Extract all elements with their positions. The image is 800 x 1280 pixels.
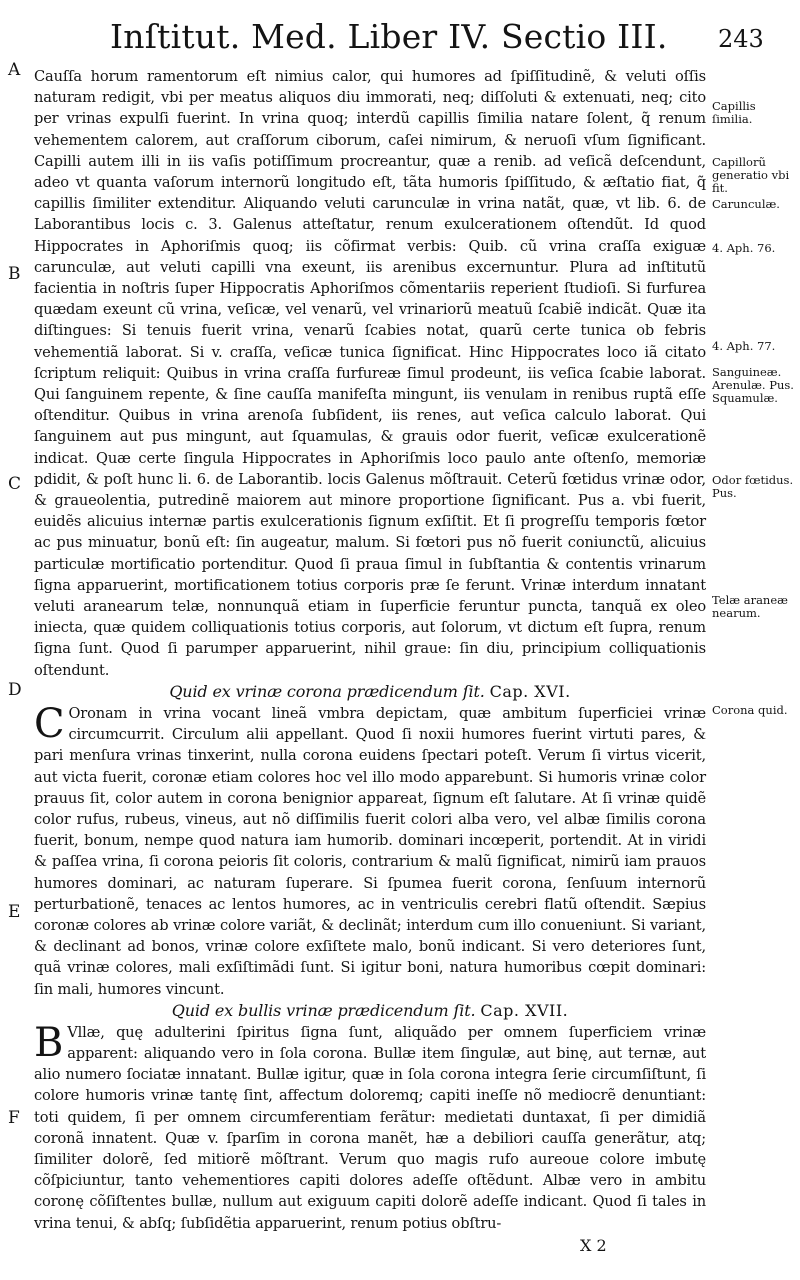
section-letter-e: E [8, 902, 21, 922]
signature-mark: X 2 [580, 1236, 607, 1255]
main-text [34, 66, 706, 1234]
chapter-title-16: Quid ex vrinæ corona prædicendum ſit. [169, 681, 485, 701]
paragraph: Cauſſa horum ramentorum eſt nimius calor, qui humores ad ſpiſſitudinẽ, & veluti oſſis naturam redigit, vbi per meatus aliquos diu immorati, neq; diſſoluti & extenuati, neq; cito per vrinas expulſi fuerint. In vrina quoq; interdũ capillis ſimilia natare ſolent, q̃ renum vehementem calorem, aut craſſorum ciborum, caſei nimirum, & neruoſi vſum ſignificant. Capilli autem illi in iis vaſis potiſſimum procreantur, quæ a renib. ad veſicã deſcendunt, adeo vt quanta vaſorum internorũ longitudo eſt, tãta humoris ſpiſſitudo, & æſtatio fiat, q̃ capillis ſimiliter extenditur. Aliquando veluti carunculæ in vrina natãt, quæ, vt lib. 6. de Laborantibus locis c. 3. Galenus atteſtatur, renum exulcerationem oſtendũt. Id quod Hippocrates in Aphoriſmis quoq; iis cõfirmat verbis: Quib. cũ vrina craſſa exiguæ carunculæ, aut veluti capilli vna exeunt, iis arenibus excernuntur. Plura ad inſtitutũ facientia in noſtris ſuper Hippocratis Aphoriſmos cõmentariis reperient ſtudioſi. Si furfurea quædam exeunt cũ vrina, veſicæ, vel venarũ, vel vrinariorũ meatuũ ſcabiẽ indicãt. Quæ ita diſtingues: Si tenuis fuerit vrina, venarũ ſcabies notat, quarũ certe tunica ob febris vehementiã laborat. Si v. craſſa, veſicæ tunica ſignificat. Hinc Hippocrates loco iã citato ſcriptum reliquit: Quibus in vrina craſſa furfureæ ſimul prodeunt, iis veſica ſcabie laborat. Qui ſanguinem repente, & ſine cauſſa manifeſta mingunt, iis venulam in renibus ruptã eſſe oſtenditur. Quibus in vrina arenoſa ſubſident, iis renes, aut veſica calculo laborat. Qui ſanguinem aut pus mingunt, aut ſquamulas, & grauis odor fuerit, veſicæ exulcerationẽ indicat. Quæ certe ſingula Hippocrates in Aphoriſmis loco paulo ante oſtenſo, memoriæ pdidit, & poſt hunc li. 6. de Laborantib. locis Galenus mõſtrauit. Ceterũ fœtidus vrinæ odor, & graueolentia, putredinẽ maiorem aut minore proportione ſignificant. Pus a. vbi fuerit, euidẽs alicuius internæ partis exulcerationis ſignum exſiſtit. Et ſi progreſſu temporis fœtor ac pus minuatur, bonũ eſt: ſin augeatur, malum. Si fœtori pus nõ fuerit coniunctũ, alicuius particulæ mortificatio portenditur. Quod ſi praua ſimul in ſubſtantia & contentis vrinarum ſigna apparuerint, mortificationem totius corporis præ ſe ferunt. Vrinæ interdum innatant veluti aranearum telæ, nonnunquã etiam in ſuperficie feruntur puncta, tanquã ex oleo iniecta, quæ quidem colliquationis totius corporis, aut ſolorum, vt dictum eſt ſupra, renum ſigna ſunt. Quod ſi parumper apparuerint, nihil graue: ſin diu, principium colliquationis oſtendunt. [34, 68, 706, 679]
chapter-title-17: Quid ex bullis vrinæ prædicendum ſit. [171, 1000, 476, 1020]
section-letter-f: F [8, 1108, 20, 1128]
chapter-16-body: Oronam in vrina vocant lineã vmbra depictam, quæ ambitum ſuperficiei vrinæ circumcurrit. Circulum alii appellant. Quod ſi noxii humores fuerint virtuti pares, & pari menſura vrinas tinxerint, nulla corona euidens ſpectari poteſt. Verum ſi virtus vicerit, aut victa fuerit, coronæ etiam colores hoc vel illo modo apparebunt. Si humoris vrinæ color prauus ſit, color autem in corona benignior appareat, ſignum eſt ſalutare. At ſi vrinæ quidẽ color rufus, rubeus, vineus, aut nõ diſſimilis fuerit colori alba vero, vel albæ ſimilis corona fuerit, bonum, nempe quod natura iam humorib. dominari incœperit, portendit. At in viridi & paſſea vrina, ſi corona peioris ſit coloris, contrarium & malũ ſignificat, nimirũ iam prauos humores dominari, ac naturam ſuperare. Si ſpumea fuerit corona, ſenſuum internorũ perturbationẽ, tenaces ac lentos humores, ac in ventriculis cerebri flatũ oſtendit. Sæpius coronæ colores ab vrinæ colore variãt, & declinãt; interdum cum illo conueniunt. Si variant, & declinant ad bonos, vrinæ colore exſiſtete malo, bonũ indicant. Si vero deteriores ſunt, quã vrinæ colores, mali exſiſtimãdi ſunt. Si igitur boni, natura humoribus cœpit dominari: ſin mali, humores vincunt. [34, 704, 706, 998]
section-letter-d: D [8, 680, 22, 700]
section-letter-b: B [8, 264, 21, 284]
chapter-16-text [34, 700, 706, 1000]
chapter-17-text [34, 1019, 706, 1234]
dropcap-c: C [34, 700, 65, 747]
section-letter-c: C [8, 474, 22, 494]
marginal-note-aph-77: 4. Aph. 77. [712, 339, 776, 353]
marginal-note-capillorum: Capillorũ generatio vbi fit. [712, 155, 790, 195]
marginal-note-aph-76: 4. Aph. 76. [712, 241, 776, 255]
marginal-note-carunculae: Carunculæ. [712, 197, 780, 211]
marginal-note-sanguineae: Sanguineæ. Arenulæ. Pus. Squamulæ. [712, 365, 794, 405]
dropcap-b: B [34, 1019, 64, 1066]
running-title: Inſtitut. Med. Liber IV. Sectio III. [110, 17, 668, 56]
marginal-note-capillis: Capillis ſimilia. [712, 99, 756, 126]
marginal-note-telae: Telæ araneæ nearum. [712, 593, 788, 620]
chapter-17-body: Vllæ, quę adulterini ſpiritus ſigna ſunt, aliquãdo per omnem ſuperficiem vrinæ apparent: aliquando vero in ſola corona. Bullæ item ſingulæ, aut binę, aut ternæ, aut alio numero ſociatæ innatant. Bullæ igitur, quæ in ſola corona integra ſerie circumſiſtunt, ſi colore humoris vrinæ tantę ſint, affectum doloremq; capiti ineſſe nõ mediocrẽ denuntiant: toti quidem, ſi per omnem circumferentiam ferãtur: medietati duntaxat, ſi per dimidiã coronã innatent. Quæ v. ſparſim in corona manẽt, hæ a debiliori cauſſa generãtur, atq; ſimiliter dolorẽ, ſed mitiorẽ mõſtrant. Verum quo magis rufo aureoue colore imbutę cõſpiciuntur, tanto vehementiores capiti dolores adeſſe oſtẽdunt. Albæ vero in ambitu coronę cõſiſtentes bullæ, nullum aut exiguum capiti dolorẽ adeſſe indicant. Quod ſi tales in vrina tenui, & abſq; ſubſidẽtia apparuerint, renum potius obſtru- [34, 1023, 706, 1232]
section-letter-a: A [8, 60, 21, 80]
marginal-note-odor: Odor fœtidus. Pus. [712, 473, 794, 500]
marginal-note-corona: Corona quid. [712, 703, 788, 717]
page-number: 243 [718, 25, 764, 53]
chapter-heading-16 [34, 681, 706, 703]
chapter-heading-17 [34, 1000, 706, 1022]
chapter-number-17: Cap. XVII. [480, 1000, 569, 1020]
chapter-number-16: Cap. XVI. [489, 681, 571, 701]
